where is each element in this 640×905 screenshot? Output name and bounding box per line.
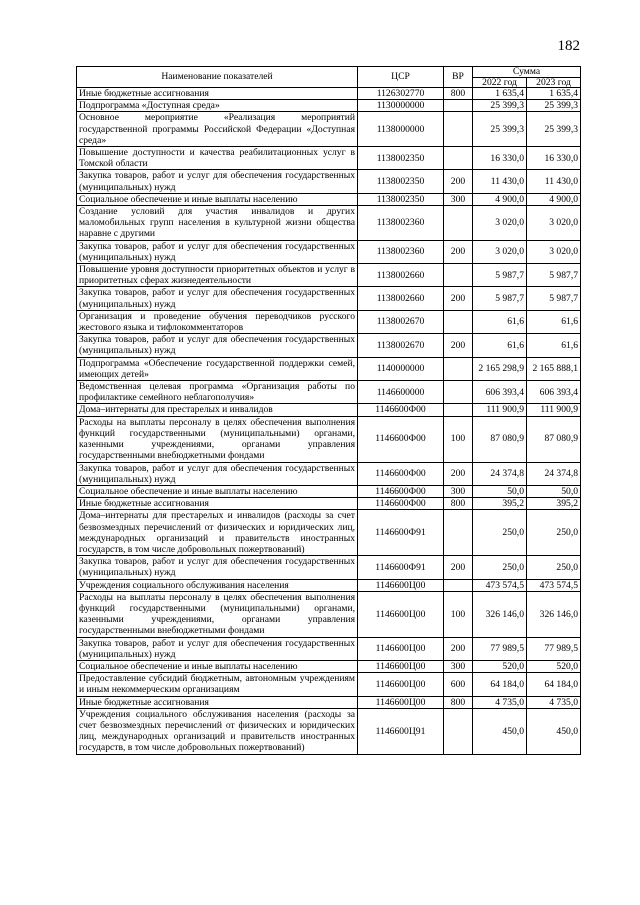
table-row [77,462,581,485]
header-year-2023: 2023 год [527,77,581,88]
row-csr-cell: 1138002350 [358,147,444,170]
table-row [77,485,581,497]
row-2023-cell: 5 987,7 [527,264,581,287]
row-name-cell: Дома–интернаты для престарелых и инвалидов (расходы за счет безвозмездных перечислений от физических и юридических лиц, международных организаций и правительств иностранных государств, в том числе добровольных пожертвований) [77,510,358,556]
row-name-cell: Повышение доступности и качества реабилитационных услуг в Томской области [77,147,358,170]
row-csr-cell: 1138000000 [358,112,444,147]
table-row [77,147,581,170]
row-vr-cell: 300 [444,485,473,497]
row-2022-cell: 87 080,9 [473,416,527,462]
row-vr-cell: 200 [444,170,473,193]
row-2023-cell: 61,6 [527,334,581,357]
table-row [77,287,581,310]
row-2022-cell: 450,0 [473,708,527,754]
table-row [77,264,581,287]
row-name-cell: Социальное обеспечение и иные выплаты населению [77,193,358,205]
table-row [77,416,581,462]
row-2022-cell: 3 020,0 [473,240,527,263]
row-csr-cell: 1146600Ц00 [358,696,444,708]
row-name-cell: Расходы на выплаты персоналу в целях обеспечения выполнения функций государственными (муниципальными) органами, казенными учреждениями, органами управления государственными внебюджетными фондами [77,416,358,462]
table-row [77,206,581,241]
table-row [77,112,581,147]
row-vr-cell [444,404,473,416]
row-2022-cell: 111 900,9 [473,404,527,416]
row-2022-cell: 77 989,5 [473,637,527,660]
row-name-cell: Закупка товаров, работ и услуг для обеспечения государственных (муниципальных) нужд [77,556,358,579]
row-vr-cell: 200 [444,287,473,310]
row-2023-cell: 16 330,0 [527,147,581,170]
row-2023-cell: 450,0 [527,708,581,754]
header-csr: ЦСР [358,67,444,88]
table-row [77,310,581,333]
row-csr-cell: 1146600Ц00 [358,673,444,696]
row-name-cell: Дома–интернаты для престарелых и инвалидов [77,404,358,416]
row-vr-cell: 800 [444,498,473,510]
page-number: 182 [557,38,580,54]
row-2023-cell: 3 020,0 [527,206,581,241]
table-header [77,67,581,88]
table-row [77,404,581,416]
row-name-cell: Создание условий для участия инвалидов и других маломобильных групп населения в культурной жизни общества наравне с другими [77,206,358,241]
row-name-cell: Организация и проведение обучения переводчиков русского жестового языка и тифлокомментаторов [77,310,358,333]
row-name-cell: Предоставление субсидий бюджетным, автономным учреждениям и иным некоммерческим организациям [77,673,358,696]
row-2023-cell: 250,0 [527,556,581,579]
row-vr-cell [444,147,473,170]
table-row [77,510,581,556]
row-csr-cell: 1138002350 [358,170,444,193]
row-2023-cell: 606 393,4 [527,381,581,404]
row-vr-cell [444,112,473,147]
row-2022-cell: 250,0 [473,510,527,556]
row-2023-cell: 24 374,8 [527,462,581,485]
row-vr-cell [444,206,473,241]
row-2022-cell: 606 393,4 [473,381,527,404]
row-vr-cell [444,381,473,404]
row-csr-cell: 1146600Ц00 [358,579,444,591]
row-name-cell: Закупка товаров, работ и услуг для обеспечения государственных (муниципальных) нужд [77,170,358,193]
row-vr-cell [444,510,473,556]
row-2022-cell: 1 635,4 [473,88,527,100]
table-row [77,100,581,112]
table-row [77,579,581,591]
row-2023-cell: 4 900,0 [527,193,581,205]
row-2022-cell: 520,0 [473,660,527,672]
row-name-cell: Социальное обеспечение и иные выплаты населению [77,485,358,497]
row-name-cell: Учреждения социального обслуживания населения (расходы за счет безвозмездных перечислений от физических и юридических лиц, международных организаций и правительств иностранных государств, в том числе добровольных пожертвований) [77,708,358,754]
row-vr-cell: 100 [444,591,473,637]
row-2022-cell: 395,2 [473,498,527,510]
row-vr-cell: 100 [444,416,473,462]
header-name: Наименование показателей [77,67,358,88]
table-body [77,88,581,755]
row-vr-cell: 200 [444,556,473,579]
table-row [77,556,581,579]
row-csr-cell: 1140000000 [358,357,444,380]
row-2022-cell: 25 399,3 [473,100,527,112]
row-name-cell: Подпрограмма «Обеспечение государственной поддержки семей, имеющих детей» [77,357,358,380]
row-csr-cell: 1130000000 [358,100,444,112]
row-2023-cell: 5 987,7 [527,287,581,310]
header-year-2022: 2022 год [473,77,527,88]
row-csr-cell: 1138002660 [358,287,444,310]
table-row [77,193,581,205]
row-2023-cell: 250,0 [527,510,581,556]
row-vr-cell: 300 [444,660,473,672]
row-2022-cell: 24 374,8 [473,462,527,485]
row-vr-cell: 300 [444,193,473,205]
row-name-cell: Закупка товаров, работ и услуг для обеспечения государственных (муниципальных) нужд [77,462,358,485]
row-csr-cell: 1146600Ф00 [358,498,444,510]
row-2022-cell: 2 165 298,9 [473,357,527,380]
row-2023-cell: 520,0 [527,660,581,672]
row-name-cell: Иные бюджетные ассигнования [77,88,358,100]
row-2022-cell: 326 146,0 [473,591,527,637]
row-2022-cell: 11 430,0 [473,170,527,193]
row-vr-cell [444,357,473,380]
row-name-cell: Иные бюджетные ассигнования [77,498,358,510]
row-2023-cell: 77 989,5 [527,637,581,660]
table-row [77,591,581,637]
row-name-cell: Иные бюджетные ассигнования [77,696,358,708]
row-csr-cell: 1138002360 [358,240,444,263]
row-2022-cell: 50,0 [473,485,527,497]
table-row [77,240,581,263]
row-2023-cell: 473 574,5 [527,579,581,591]
row-2022-cell: 5 987,7 [473,287,527,310]
row-csr-cell: 1146600Ф91 [358,510,444,556]
row-vr-cell [444,708,473,754]
table-row [77,357,581,380]
header-sum: Сумма [473,67,581,78]
row-vr-cell: 200 [444,637,473,660]
row-csr-cell: 1138002660 [358,264,444,287]
row-csr-cell: 1146600Ц00 [358,660,444,672]
row-2022-cell: 4 900,0 [473,193,527,205]
row-csr-cell: 1138002360 [358,206,444,241]
row-2022-cell: 4 735,0 [473,696,527,708]
row-csr-cell: 1146600Ф91 [358,556,444,579]
row-name-cell: Закупка товаров, работ и услуг для обеспечения государственных (муниципальных) нужд [77,240,358,263]
row-csr-cell: 1146600Ц00 [358,591,444,637]
row-csr-cell: 1126302770 [358,88,444,100]
row-name-cell: Подпрограмма «Доступная среда» [77,100,358,112]
row-2023-cell: 395,2 [527,498,581,510]
row-csr-cell: 1138002670 [358,310,444,333]
table-row [77,170,581,193]
row-2023-cell: 25 399,3 [527,100,581,112]
row-2023-cell: 25 399,3 [527,112,581,147]
row-csr-cell: 1138002670 [358,334,444,357]
row-2022-cell: 61,6 [473,310,527,333]
row-2022-cell: 16 330,0 [473,147,527,170]
row-2023-cell: 3 020,0 [527,240,581,263]
row-2022-cell: 64 184,0 [473,673,527,696]
row-2023-cell: 87 080,9 [527,416,581,462]
row-2023-cell: 4 735,0 [527,696,581,708]
row-csr-cell: 1146600Ц91 [358,708,444,754]
table-row [77,498,581,510]
table-row [77,708,581,754]
row-2022-cell: 61,6 [473,334,527,357]
row-2023-cell: 111 900,9 [527,404,581,416]
row-csr-cell: 1146600Ф00 [358,416,444,462]
row-csr-cell: 1146600Ф00 [358,485,444,497]
row-vr-cell [444,100,473,112]
row-name-cell: Расходы на выплаты персоналу в целях обеспечения выполнения функций государственными (муниципальными) органами, казенными учреждениями, органами управления государственными внебюджетными фондами [77,591,358,637]
row-2022-cell: 5 987,7 [473,264,527,287]
row-2023-cell: 11 430,0 [527,170,581,193]
table-row [77,334,581,357]
row-name-cell: Закупка товаров, работ и услуг для обеспечения государственных (муниципальных) нужд [77,287,358,310]
row-2023-cell: 50,0 [527,485,581,497]
row-2023-cell: 64 184,0 [527,673,581,696]
row-vr-cell [444,264,473,287]
table-row [77,637,581,660]
row-2022-cell: 250,0 [473,556,527,579]
row-name-cell: Социальное обеспечение и иные выплаты населению [77,660,358,672]
row-name-cell: Закупка товаров, работ и услуг для обеспечения государственных (муниципальных) нужд [77,334,358,357]
row-2023-cell: 1 635,4 [527,88,581,100]
table-row [77,696,581,708]
row-name-cell: Закупка товаров, работ и услуг для обеспечения государственных (муниципальных) нужд [77,637,358,660]
row-name-cell: Ведомственная целевая программа «Организация работы по профилактике семейного неблагополучия» [77,381,358,404]
row-2022-cell: 25 399,3 [473,112,527,147]
row-csr-cell: 1138002350 [358,193,444,205]
table-row [77,381,581,404]
row-csr-cell: 1146600000 [358,381,444,404]
row-vr-cell: 800 [444,696,473,708]
row-2022-cell: 473 574,5 [473,579,527,591]
row-vr-cell [444,579,473,591]
row-vr-cell: 800 [444,88,473,100]
header-vr: ВР [444,67,473,88]
row-vr-cell: 200 [444,462,473,485]
budget-table [76,66,581,755]
row-csr-cell: 1146600Ф00 [358,404,444,416]
table-row [77,88,581,100]
row-2023-cell: 61,6 [527,310,581,333]
row-name-cell: Основное мероприятие «Реализация мероприятий государственной программы Российской Федерации «Доступная среда» [77,112,358,147]
row-vr-cell [444,310,473,333]
row-2023-cell: 326 146,0 [527,591,581,637]
row-name-cell: Учреждения социального обслуживания населения [77,579,358,591]
row-vr-cell: 600 [444,673,473,696]
row-name-cell: Повышение уровня доступности приоритетных объектов и услуг в приоритетных сферах жизнедеятельности [77,264,358,287]
row-2023-cell: 2 165 888,1 [527,357,581,380]
table-row [77,673,581,696]
row-vr-cell: 200 [444,334,473,357]
row-csr-cell: 1146600Ц00 [358,637,444,660]
row-2022-cell: 3 020,0 [473,206,527,241]
table-row [77,660,581,672]
row-vr-cell: 200 [444,240,473,263]
row-csr-cell: 1146600Ф00 [358,462,444,485]
